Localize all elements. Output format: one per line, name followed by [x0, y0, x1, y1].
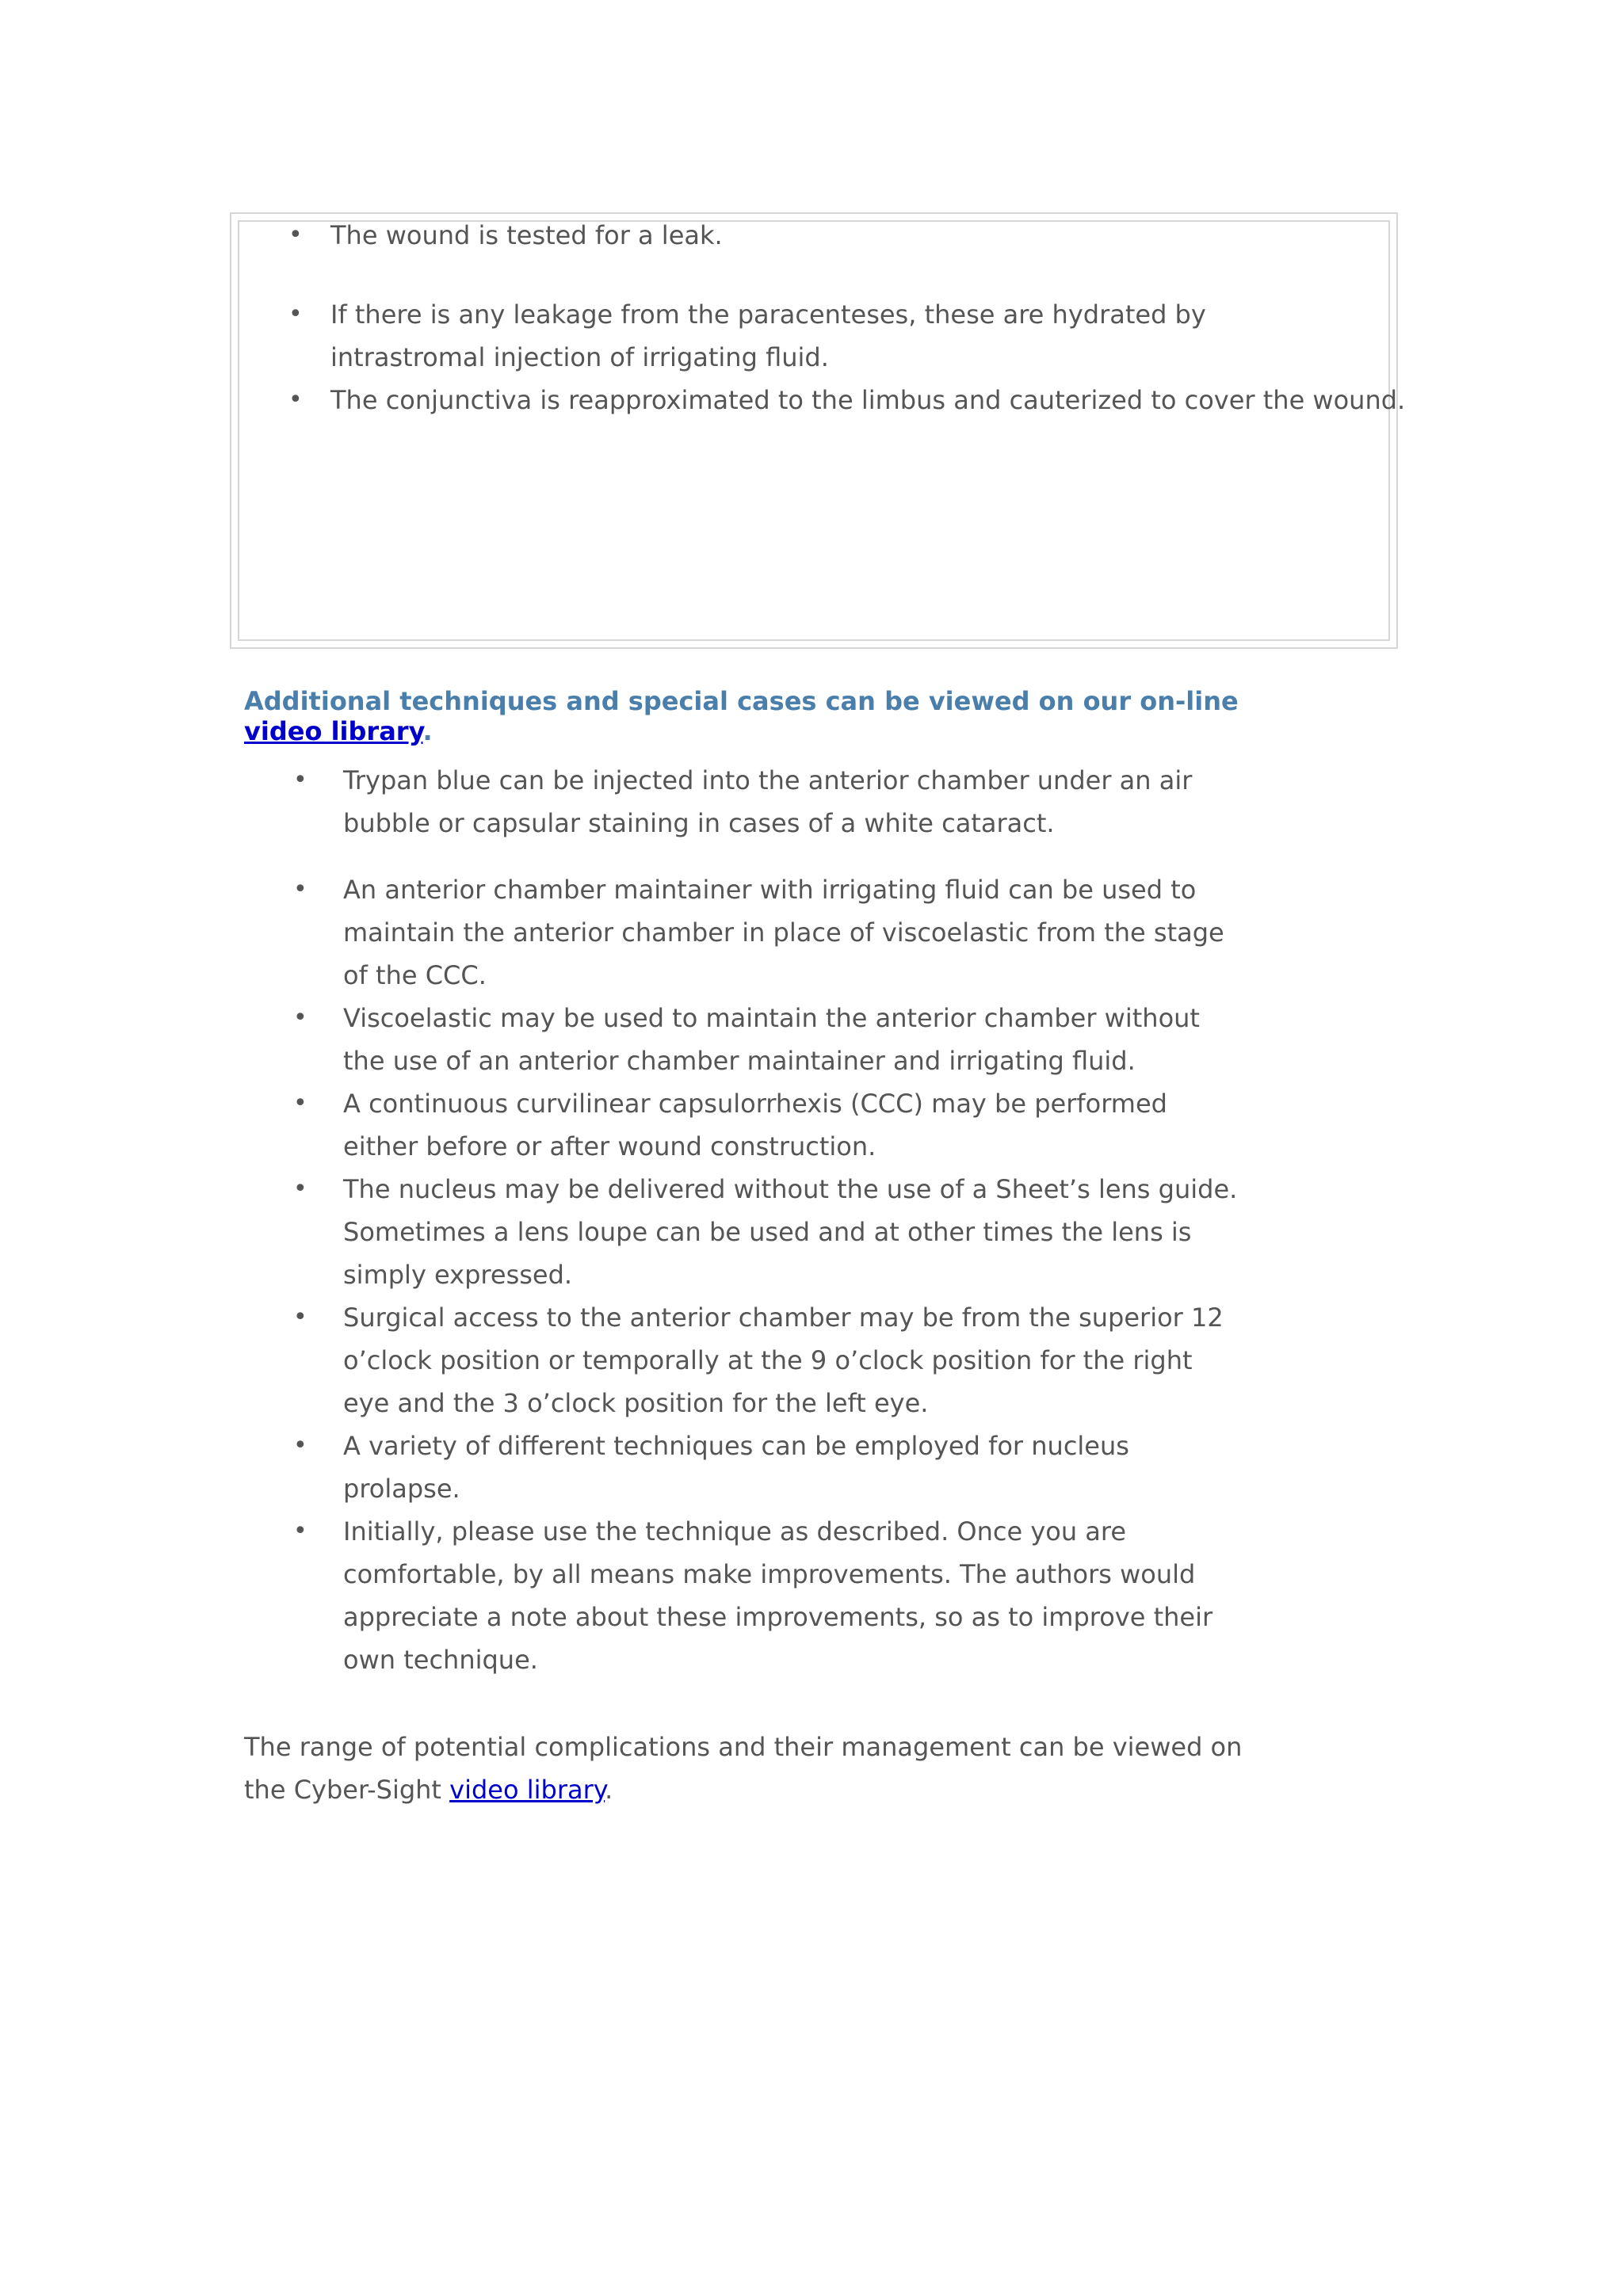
bullet-icon: • [293, 766, 307, 794]
list-item-text: If there is any leakage from the paracenteses, these are hydrated by intrastromal injection of irrigating fluid. [330, 299, 1206, 372]
list-item-text: A variety of different techniques can be employed for nucleus prolapse. [343, 1431, 1129, 1504]
heading-suffix: . [422, 716, 433, 746]
bullet-icon: • [293, 1175, 307, 1203]
list-item [231, 379, 1468, 421]
list-item [244, 1082, 1243, 1168]
list-item-text: The nucleus may be delivered without the use of a Sheet’s lens guide. Sometimes a lens loupe can be used and at other times the lens is simply expressed. [343, 1174, 1238, 1290]
list-item-text: The conjunctiva is reapproximated to the limbus and cauterized to cover the wound. [330, 385, 1406, 415]
closing-text: The range of potential complications and their management can be viewed on the Cyber-Sight [244, 1732, 1243, 1805]
list-item-text: Viscoelastic may be used to maintain the anterior chamber without the use of an anterior chamber maintainer and irrigating fluid. [343, 1003, 1200, 1076]
closing-steps-list [231, 214, 1468, 421]
list-item-text: A continuous curvilinear capsulorrhexis (CCC) may be performed either before or after wound construction. [343, 1089, 1167, 1161]
bullet-icon: • [293, 1089, 307, 1117]
list-item [244, 1510, 1243, 1681]
list-item [231, 214, 1468, 257]
bullet-icon: • [293, 1517, 307, 1545]
heading-text: Additional techniques and special cases can be viewed on our on-line [244, 686, 1239, 716]
bullet-icon: • [288, 386, 303, 414]
list-item [244, 759, 1243, 845]
video-library-link[interactable]: video library [244, 716, 423, 746]
list-item-text: Surgical access to the anterior chamber may be from the superior 12 o’clock position or temporally at the 9 o’clock position for the right eye and the 3 o’clock position for the left eye. [343, 1302, 1224, 1418]
list-item-text: Initially, please use the technique as described. Once you are comfortable, by all means make improvements. The authors would appreciate a note about these improvements, so as to improve their own technique. [343, 1516, 1213, 1675]
complications-paragraph [244, 1726, 1274, 1811]
list-item-text: An anterior chamber maintainer with irrigating fluid can be used to maintain the anterior chamber in place of viscoelastic from the stage of the CCC. [343, 875, 1224, 990]
list-item-text: Trypan blue can be injected into the anterior chamber under an air bubble or capsular staining in cases of a white cataract. [343, 765, 1193, 838]
bullet-icon: • [288, 300, 303, 328]
closing-suffix: . [605, 1775, 613, 1805]
techniques-list [244, 759, 1243, 1681]
list-item [244, 868, 1243, 997]
bullet-icon: • [293, 1432, 307, 1459]
list-item-text: The wound is tested for a leak. [330, 220, 723, 250]
steps-table-frame [230, 212, 1406, 649]
list-item [244, 997, 1243, 1082]
bullet-icon: • [293, 1004, 307, 1032]
bullet-icon: • [293, 1303, 307, 1331]
bullet-icon: • [293, 875, 307, 903]
additional-techniques-heading [244, 686, 1274, 746]
bullet-icon: • [288, 221, 303, 249]
list-item [231, 293, 1321, 379]
list-item [244, 1168, 1243, 1296]
list-item [244, 1296, 1243, 1425]
video-library-link[interactable]: video library [449, 1775, 605, 1805]
list-item [244, 1425, 1243, 1510]
